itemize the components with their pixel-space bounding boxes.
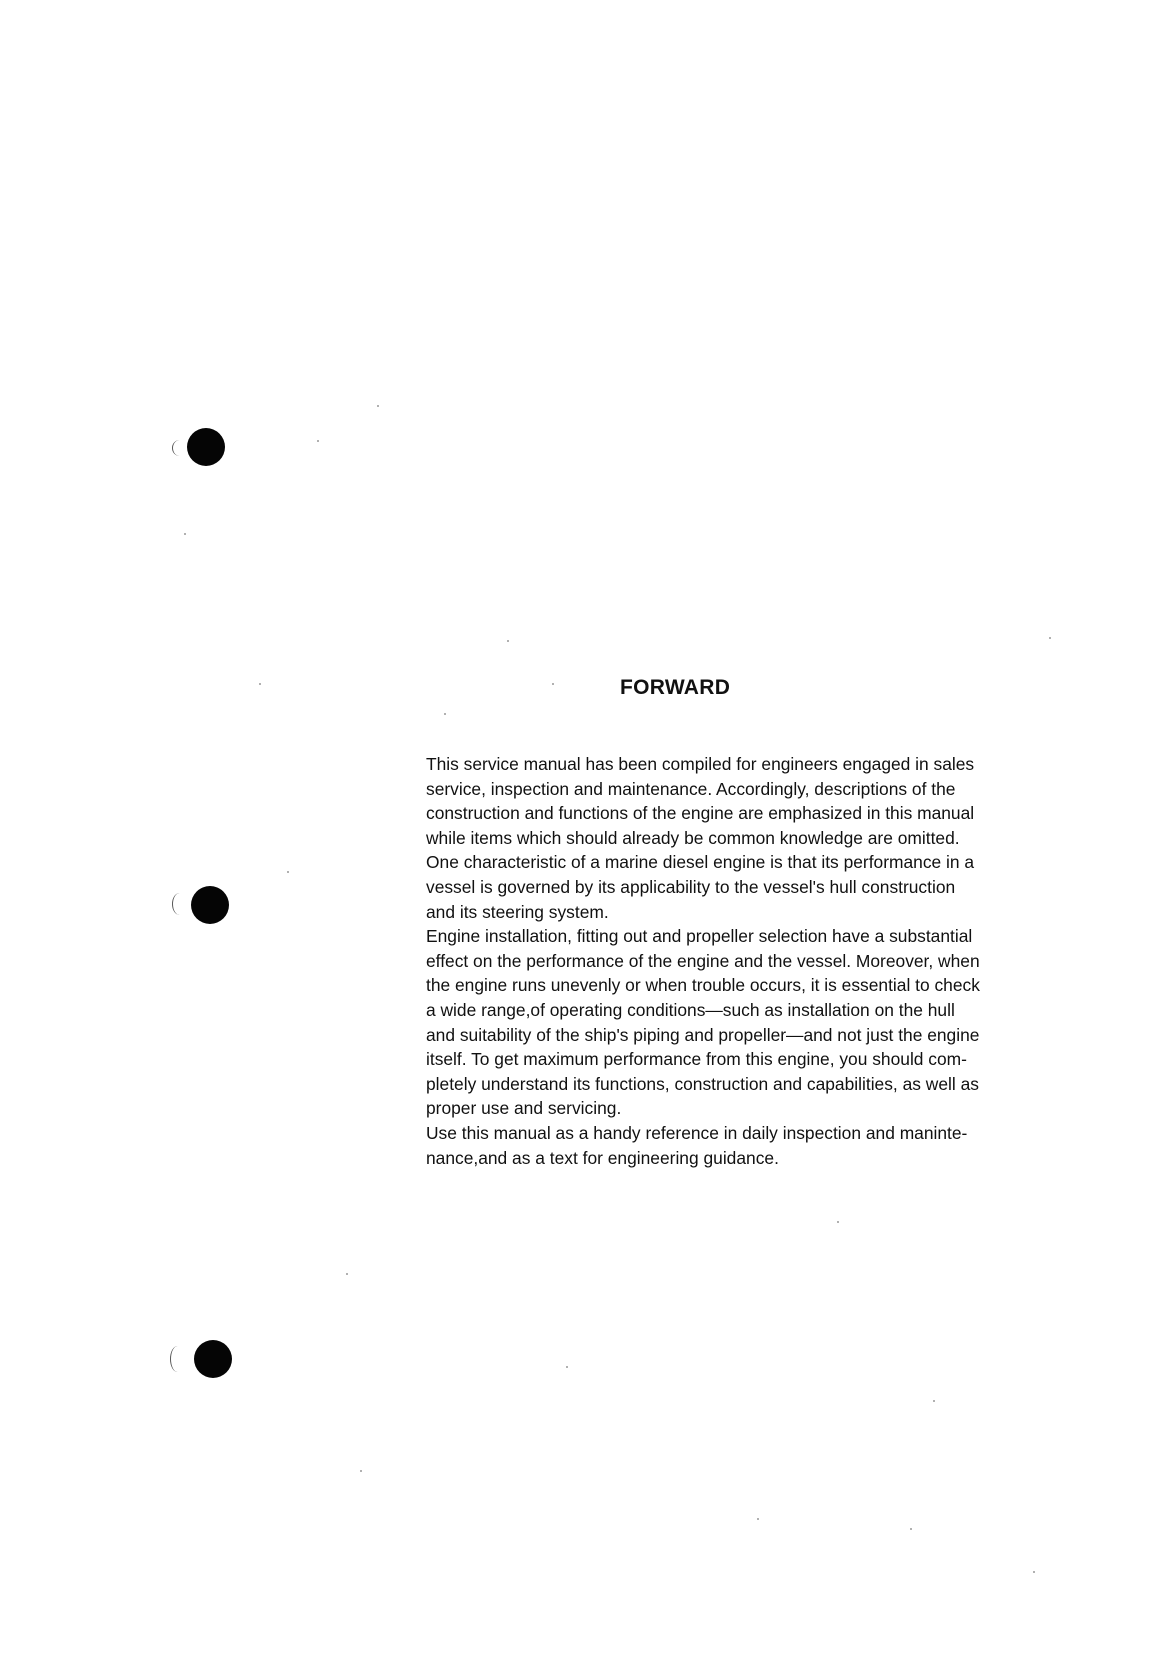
body-line: effect on the performance of the engine and the vessel. Moreover, when	[426, 950, 980, 971]
punch-hole-edge-mark	[170, 1346, 185, 1372]
body-line: construction and functions of the engine are emphasized in this manual	[426, 803, 975, 824]
body-line: Engine installation, fitting out and propeller selection have a substantial	[426, 926, 973, 947]
punch-hole-edge-mark	[172, 893, 187, 915]
scan-speck	[910, 1528, 912, 1530]
body-line: and suitability of the ship's piping and propeller—and not just the engine	[426, 1024, 980, 1045]
scan-speck	[507, 640, 509, 642]
body-line: service, inspection and maintenance. Accordingly, descriptions of the	[426, 778, 956, 799]
scan-speck	[1049, 637, 1051, 639]
punch-hole-bottom	[194, 1340, 232, 1378]
scan-speck	[346, 1273, 348, 1275]
body-line: proper use and servicing.	[426, 1098, 622, 1119]
body-line: a wide range,of operating conditions—such as installation on the hull	[426, 999, 955, 1020]
scan-speck	[444, 713, 446, 715]
scan-speck	[184, 533, 186, 535]
body-line: One characteristic of a marine diesel engine is that its performance in a	[426, 852, 975, 873]
body-line: vessel is governed by its applicability to the vessel's hull construction	[426, 876, 956, 897]
page-title: FORWARD	[620, 676, 731, 699]
punch-hole-middle	[191, 886, 229, 924]
body-line: the engine runs unevenly or when trouble occurs, it is essential to check	[426, 975, 980, 996]
scan-speck	[317, 440, 319, 442]
scan-speck	[377, 405, 379, 407]
body-line: nance,and as a text for engineering guidance.	[426, 1147, 779, 1168]
scan-speck	[566, 1366, 568, 1368]
scan-speck	[360, 1470, 362, 1472]
body-line: Use this manual as a handy reference in daily inspection and maninte-	[426, 1122, 968, 1143]
foreword-body	[426, 752, 1030, 1170]
body-line: This service manual has been compiled for engineers engaged in sales	[426, 754, 975, 774]
body-line: itself. To get maximum performance from this engine, you should com-	[426, 1049, 967, 1070]
scan-speck	[1033, 1571, 1035, 1573]
scan-speck	[757, 1518, 759, 1520]
punch-hole-top	[187, 428, 225, 466]
body-line: pletely understand its functions, construction and capabilities, as well as	[426, 1073, 979, 1094]
body-line: and its steering system.	[426, 901, 609, 922]
scan-speck	[552, 683, 554, 685]
scan-speck	[933, 1400, 935, 1402]
scan-speck	[837, 1221, 839, 1223]
body-line: while items which should already be common knowledge are omitted.	[426, 827, 960, 848]
punch-hole-edge-mark	[172, 440, 187, 456]
scan-speck	[259, 683, 261, 685]
scan-speck	[287, 871, 289, 873]
